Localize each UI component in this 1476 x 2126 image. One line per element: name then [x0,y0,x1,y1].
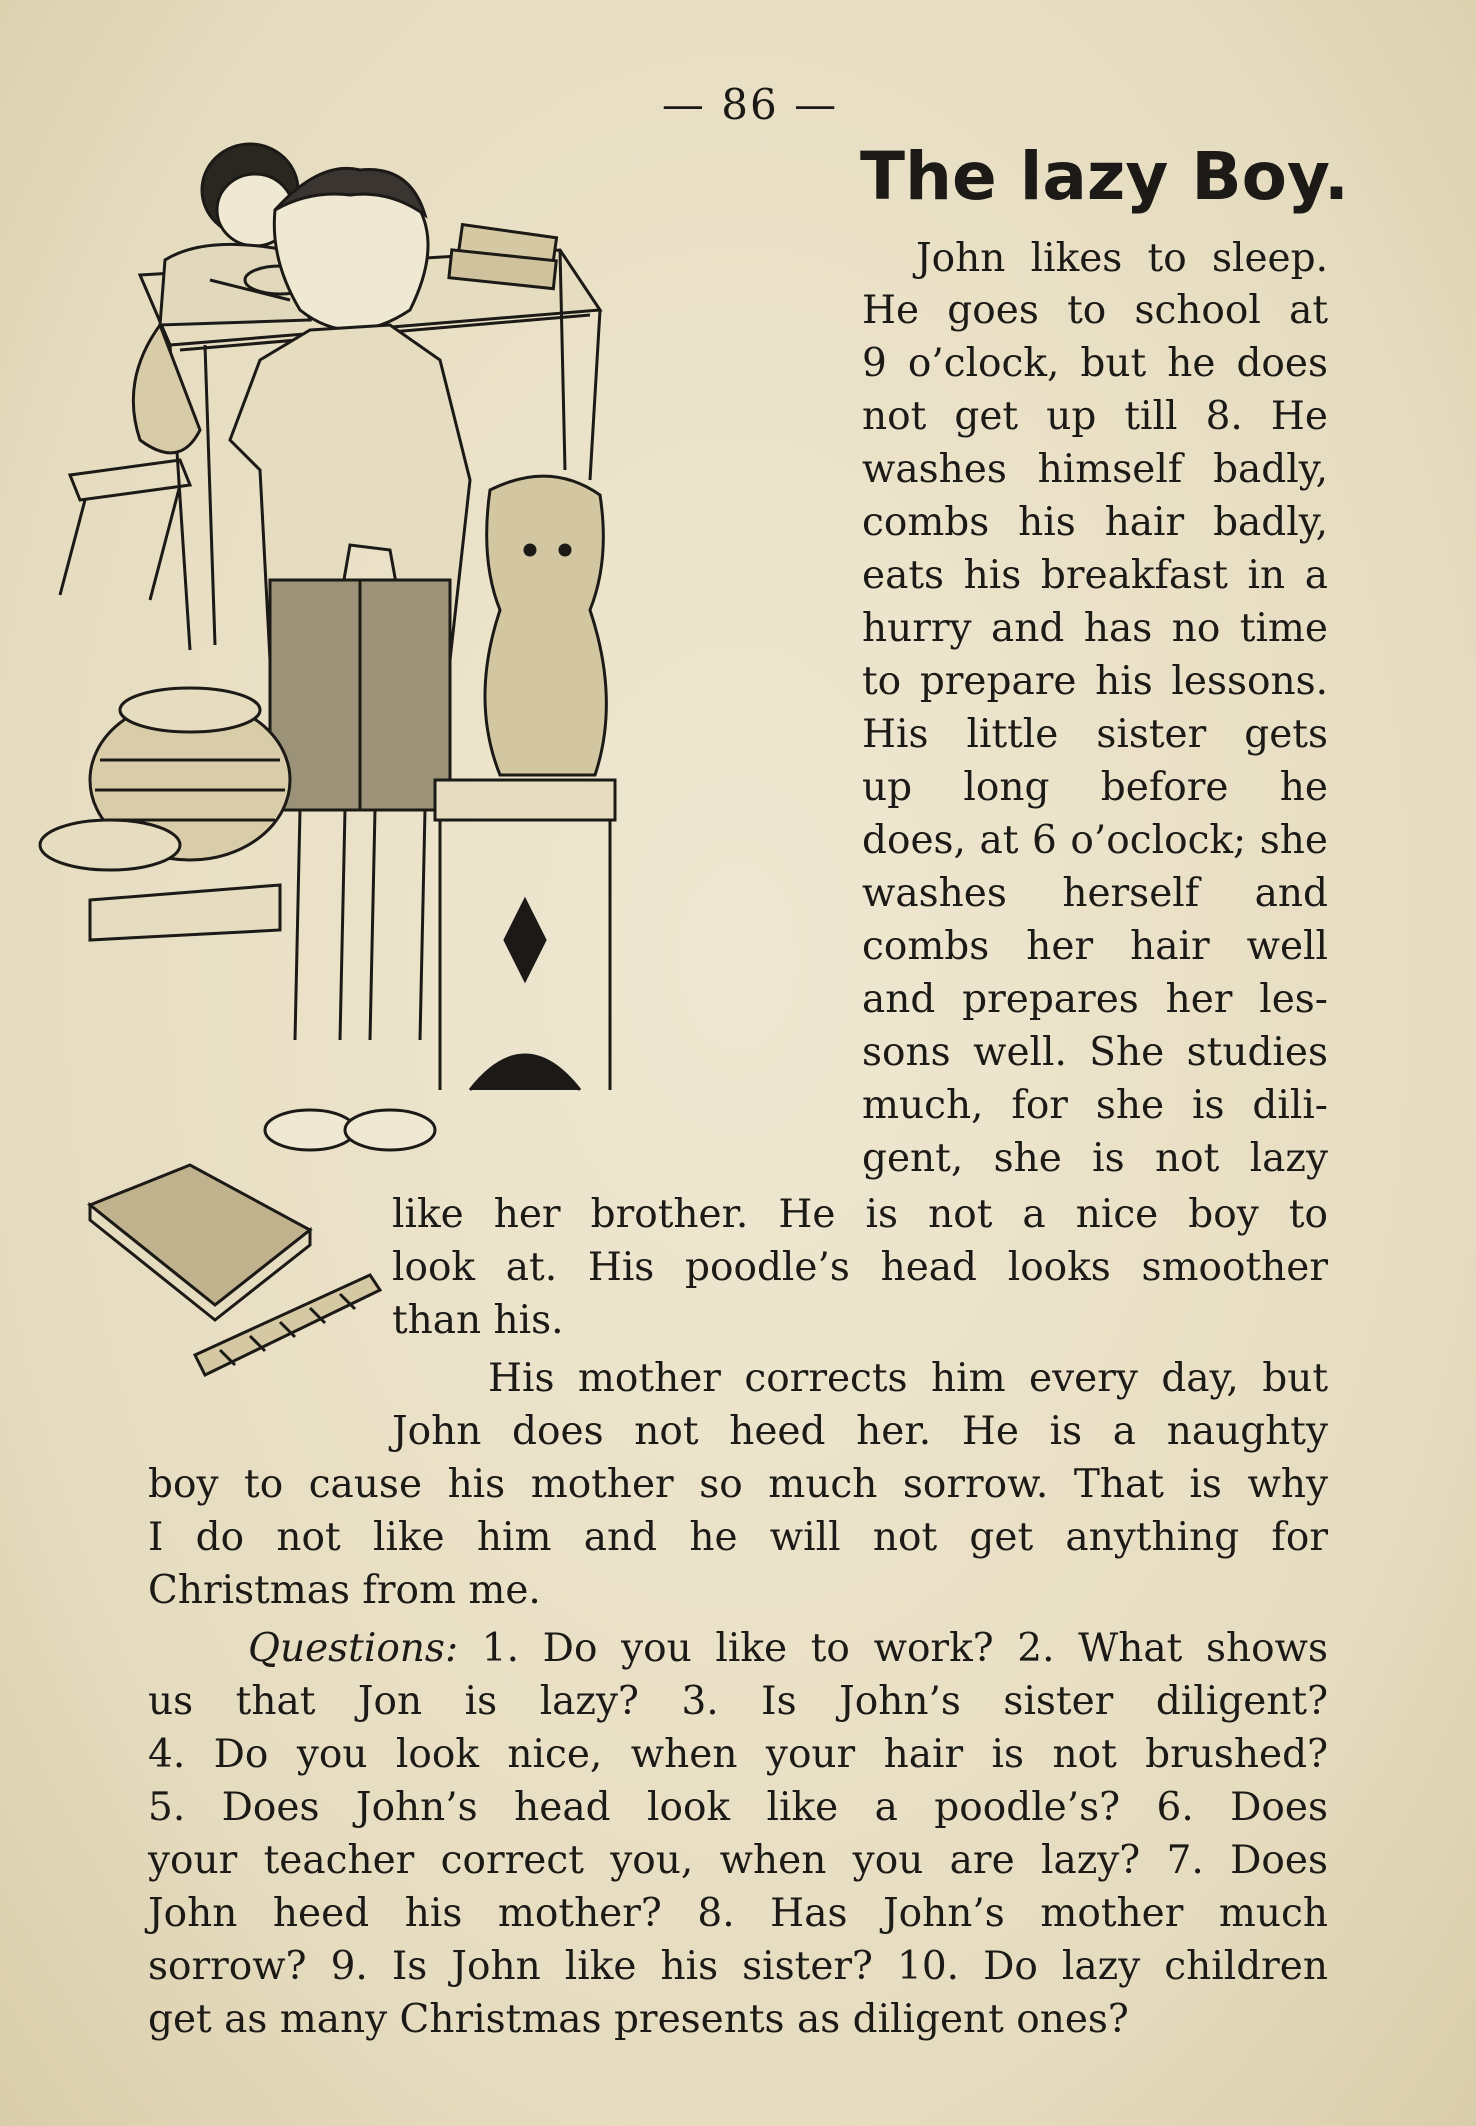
question-line: 4. Do you look nice, when your hair is not brushed? [148,1732,1328,1777]
pot [40,688,290,940]
story-line: combs her hair well [862,924,1328,969]
question-line: 5. Does John’s head look like a poodle’s? 6. Does [148,1785,1328,1830]
story-line: His little sister gets [862,712,1328,757]
story-line: not get up till 8. He [862,394,1328,439]
question-line: John heed his mother? 8. Has John’s mother much [148,1891,1328,1936]
story-line: John does not heed her. He is a naughty [392,1409,1328,1454]
story-line: He goes to school at [862,288,1328,333]
story-line: sons well. She studies [862,1030,1328,1075]
questions-label: Questions: [248,1626,459,1671]
story-line: gent, she is not lazy [862,1136,1328,1181]
dog-figure [485,476,606,775]
story-line: combs his hair badly, [862,500,1328,545]
story-line: like her brother. He is not a nice boy to [392,1192,1328,1237]
story-line: to prepare his lessons. [862,659,1328,704]
story-line: I do not like him and he will not get anything for [148,1515,1328,1560]
story-line: than his. [392,1298,564,1343]
story-line: and prepares her les- [862,977,1328,1022]
story-line: Christmas from me. [148,1568,541,1613]
story-line: John likes to sleep. [916,236,1328,281]
story-line: His mother corrects him every day, but [488,1356,1328,1401]
story-line: washes herself and [862,871,1328,916]
question-line: your teacher correct you, when you are lazy? 7. Does [148,1838,1328,1883]
story-line: much, for she is dili- [862,1083,1328,1128]
story-line: eats his breakfast in a [862,553,1328,598]
question-line: us that Jon is lazy? 3. Is John’s sister diligent? [148,1679,1328,1724]
story-line: boy to cause his mother so much sorrow. That is why [148,1462,1328,1507]
story-illustration [30,140,810,1160]
page-number: — 86 — [661,80,839,129]
question-line-first [248,1622,1328,1675]
story-line: up long before he [862,765,1328,810]
story-line: does, at 6 o’oclock; she [862,818,1328,863]
bench [70,460,190,500]
story-line: look at. His poodle’s head looks smoother [392,1245,1328,1290]
stool [435,780,615,1090]
books-and-comb-illustration [80,1160,390,1400]
story-line: washes himself badly, [862,447,1328,492]
story-line: hurry and has no time [862,606,1328,651]
story-title: The lazy Boy. [860,138,1350,215]
question-text: 1. Do you like to work? 2. What shows [481,1626,1328,1671]
question-line: get as many Christmas presents as diligent ones? [148,1997,1129,2042]
question-line: sorrow? 9. Is John like his sister? 10. Do lazy children [148,1944,1328,1989]
story-line: 9 o’clock, but he does [862,341,1328,386]
